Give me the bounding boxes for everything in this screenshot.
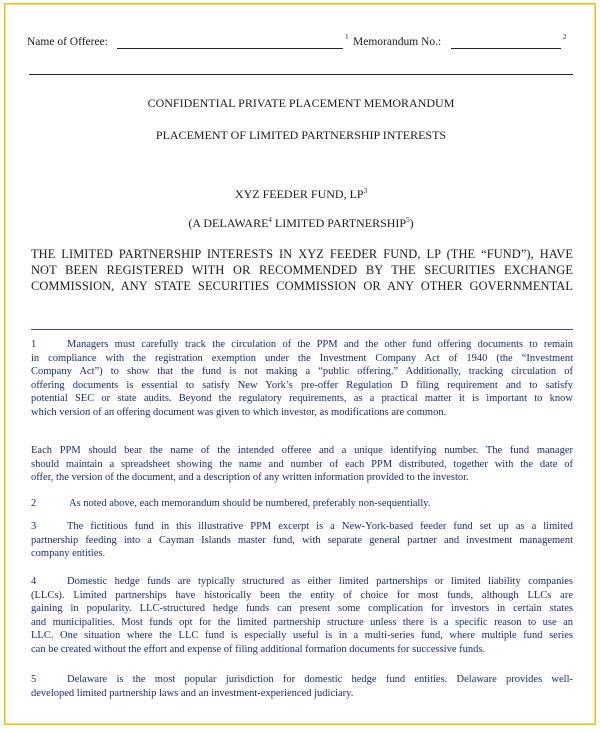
footnote-4-number: 4 (31, 576, 37, 587)
offeree-label-text: Name of Offeree: (27, 36, 108, 48)
entity-footnote-4: 4 (268, 216, 272, 224)
footnote-separator (31, 329, 573, 330)
footnote-1-number: 1 (31, 339, 37, 350)
footnote-text: Managers must carefully track the circulation of the PPM and the other fund offering documents to remain (67, 339, 573, 350)
entity-close: ) (409, 216, 414, 230)
footnote-text: The fictitious fund in this illustrative PPM excerpt is a New-York-based feeder fund set up as a limited (67, 521, 573, 532)
footnote-text: developed limited partnership laws and an investment-experienced judiciary. (31, 687, 354, 699)
legend-line-1: THE LIMITED PARTNERSHIP INTERESTS IN XYZ FEEDER FUND, LP (THE “FUND”), HAVE (31, 247, 573, 261)
title-line-1: CONFIDENTIAL PRIVATE PLACEMENT MEMORANDUM (147, 96, 455, 110)
footnote-text: offering documents is essential to satisfy New York’s pre-offer Regulation D filing requirement and to satisfy (31, 379, 573, 391)
footnote-text: partnership feeding into a Cayman Islands master fund, with separate general partner and investment management (31, 534, 573, 546)
fund-footnote-ref: 3 (363, 187, 368, 195)
footnote-text: in compliance with the registration exemption under the Investment Company Act of 1940 (the “Investment (31, 352, 573, 364)
memo-label (353, 36, 441, 48)
legend-line-2: NOT BEEN REGISTERED WITH OR RECOMMENDED BY THE SECURITIES EXCHANGE (31, 263, 573, 277)
footnote-1-continued (31, 444, 573, 485)
memo-number-field[interactable] (451, 38, 561, 49)
footnote-text: Company Act”) to show that the fund is not making a “public offering.” Additionally, tracking circulation of (31, 366, 573, 377)
footnote-4 (31, 575, 573, 656)
footnote-text: LLC. One situation where the LLC fund is especially useful is in a multi-series fund, where multiple fund series (31, 630, 573, 641)
offeree-footnote-ref: 1 (345, 33, 349, 41)
memo-label-text: Memorandum No.: (353, 36, 442, 48)
entity-mid: LIMITED PARTNERSHIP (271, 216, 407, 230)
footnote-text: (LLCs). Limited partnerships have historically been the entity of choice for most funds, although LLCs are (31, 589, 573, 601)
footnote-text: potential SEC or state audits. Beyond the regulatory requirements, as a practical matter it is important to know (31, 393, 573, 404)
offeree-field[interactable] (117, 38, 343, 49)
footnote-2-number: 2 (31, 498, 37, 509)
fund-name-text: XYZ FEEDER FUND, LP (234, 187, 364, 201)
footnote-text: Domestic hedge funds are typically structured as either limited partnerships or limited liability companies (67, 576, 573, 587)
fund-name (29, 187, 573, 202)
document-page (4, 3, 596, 725)
footnote-1 (31, 338, 573, 419)
footnote-text: should maintain a spreadsheet showing the name and number of each PPM distributed, together with the date of (31, 458, 573, 470)
footnote-text: Each PPM should bear the name of the intended offeree and a unique identifying number. The fund manager (31, 445, 573, 456)
footnote-5-number: 5 (31, 674, 37, 685)
footnote-3-number: 3 (31, 521, 37, 532)
memo-footnote-ref: 2 (563, 33, 567, 41)
entity-open: (A DELAWARE (188, 216, 269, 230)
footnote-text: and municipalities. Most funds opt for the limited partnership structure unless there is a specific reason to use an (31, 616, 573, 628)
footnote-5 (31, 673, 573, 700)
entity-footnote-5: 5 (406, 216, 410, 224)
footnote-text: As noted above, each memorandum should be numbered, preferably non-sequentially. (69, 498, 431, 509)
footnote-3 (31, 520, 573, 561)
footnote-text: gaining in popularity. LLC-structured hedge funds can present some complication for investors in certain states (31, 603, 573, 614)
entity-type (29, 216, 573, 231)
footnote-text: company entities. (31, 548, 106, 559)
footnote-2 (31, 497, 573, 511)
header-divider (29, 74, 573, 75)
title-line-2: PLACEMENT OF LIMITED PARTNERSHIP INTERESTS (155, 128, 447, 142)
footnote-text: can be created without the effort and expense of filing additional formation documents for successive funds. (31, 643, 486, 655)
footnote-text: offer, the version of the document, and a description of any written information provided to the investor. (31, 472, 469, 483)
footnote-text: which version of an offering document was given to which investor, as modifications are common. (31, 406, 447, 418)
legend-line-3: COMMISSION, ANY STATE SECURITIES COMMISSION OR ANY OTHER GOVERNMENTAL (31, 279, 573, 293)
offeree-label (27, 36, 108, 48)
footnote-text: Delaware is the most popular jurisdiction for domestic hedge fund entities. Delaware provides well- (67, 674, 573, 685)
